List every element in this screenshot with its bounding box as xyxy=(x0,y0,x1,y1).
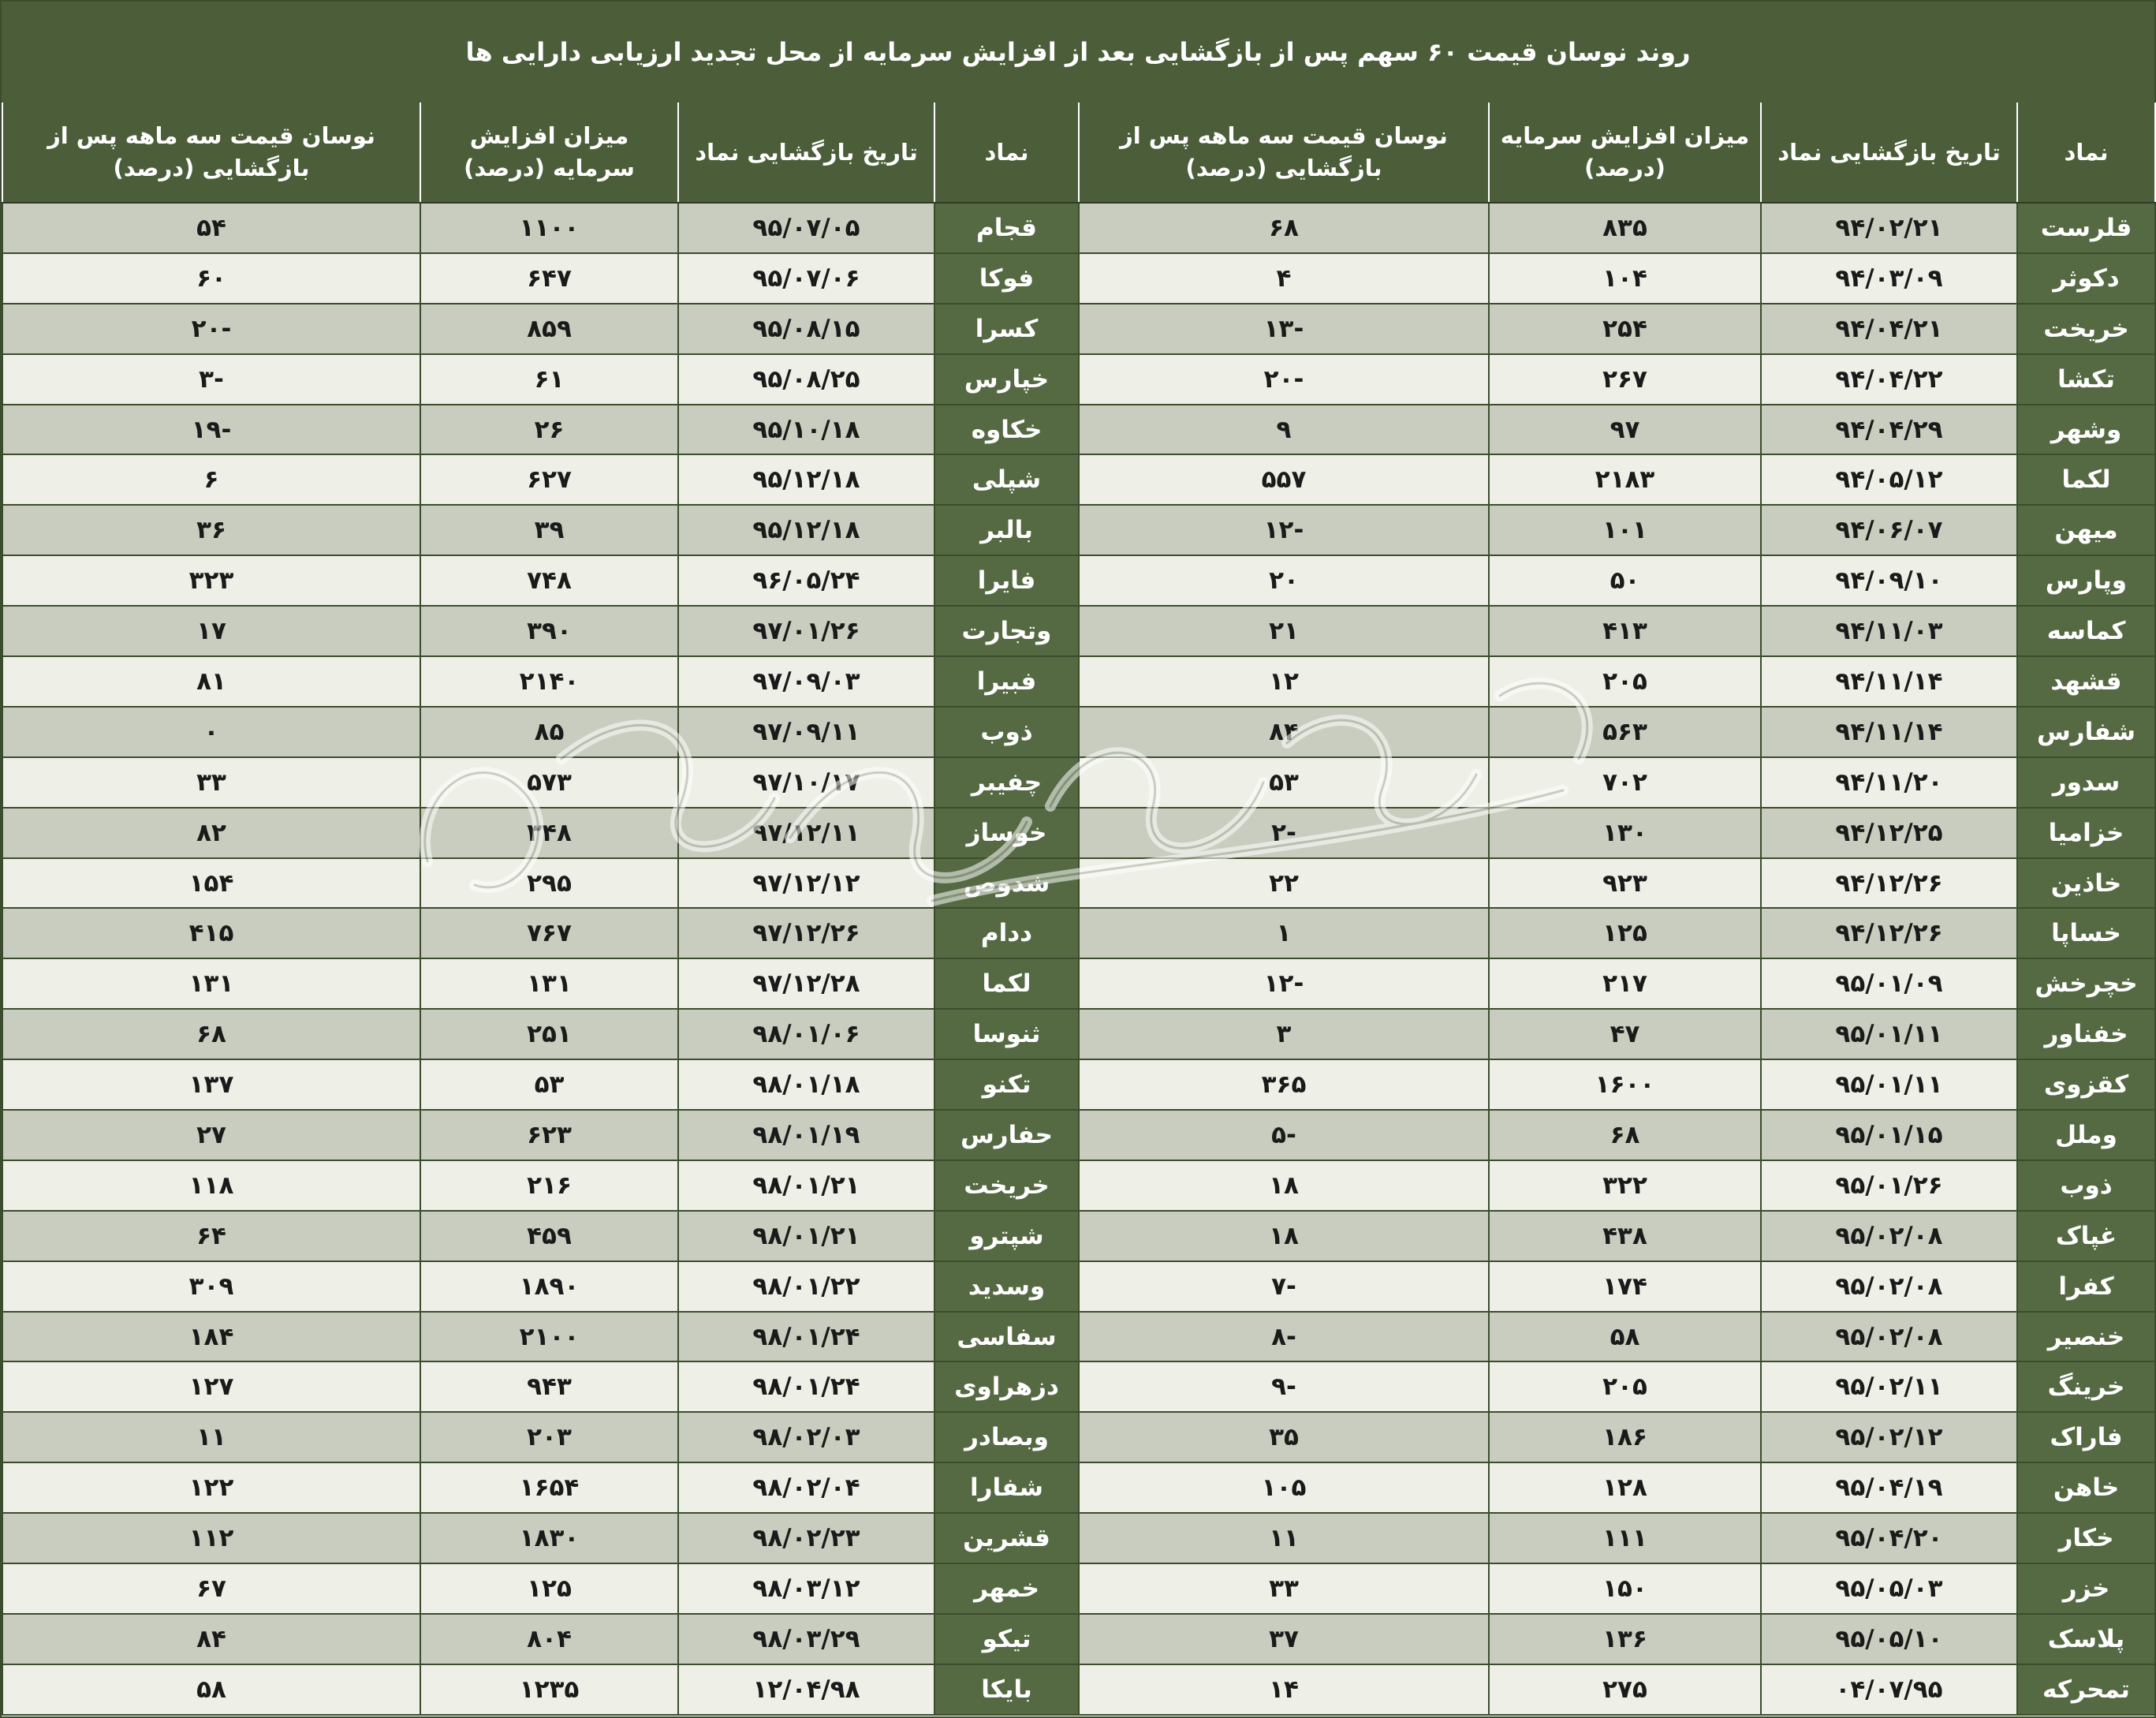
symbol-cell: کماسه xyxy=(2017,606,2155,656)
table-row xyxy=(2,958,2155,1009)
table-row xyxy=(2,354,2155,405)
price-change-cell: -۱۳ xyxy=(1079,304,1489,354)
reopen-date-cell: ۹۴/۱۱/۱۴ xyxy=(1761,707,2017,757)
reopen-date-cell: ۹۸/۰۱/۲۱ xyxy=(678,1160,934,1211)
capital-increase-cell: ۵۰ xyxy=(1489,555,1761,606)
symbol-cell: فایرا xyxy=(934,555,1079,606)
reopen-date-cell: ۹۸/۰۲/۰۴ xyxy=(678,1462,934,1513)
price-change-cell: ۸۱ xyxy=(2,656,420,707)
reopen-date-cell: ۹۵/۰۷/۰۵ xyxy=(678,203,934,253)
header-capital-increase: میزان افزایش سرمایه (درصد) xyxy=(420,103,678,203)
reopen-date-cell: ۹۵/۰۲/۰۸ xyxy=(1761,1261,2017,1312)
symbol-cell: قجام xyxy=(934,203,1079,253)
symbol-cell: خفناور xyxy=(2017,1009,2155,1059)
reopen-date-cell: ۹۸/۰۳/۱۲ xyxy=(678,1563,934,1614)
capital-increase-cell: ۲۱۸۳ xyxy=(1489,454,1761,505)
symbol-cell: دکوثر xyxy=(2017,253,2155,304)
price-change-cell: -۱۹ xyxy=(2,405,420,455)
reopen-date-cell: ۹۸/۰۱/۱۹ xyxy=(678,1110,934,1160)
capital-increase-cell: ۱۷۴ xyxy=(1489,1261,1761,1312)
price-change-cell: ۶۰ xyxy=(2,253,420,304)
price-change-cell: ۱۲۲ xyxy=(2,1462,420,1513)
table-row xyxy=(2,656,2155,707)
symbol-cell: قشرین xyxy=(934,1513,1079,1563)
reopen-date-cell: ۰۴/۰۷/۹۵ xyxy=(1761,1664,2017,1715)
price-change-cell: -۲۰ xyxy=(2,304,420,354)
table-row xyxy=(2,1110,2155,1160)
symbol-cell: ذوب xyxy=(934,707,1079,757)
capital-increase-cell: ۱۸۳۰ xyxy=(420,1513,678,1563)
capital-increase-cell: ۹۷ xyxy=(1489,405,1761,455)
table-row xyxy=(2,454,2155,505)
price-change-cell: ۱۱ xyxy=(1079,1513,1489,1563)
table-row xyxy=(2,1664,2155,1715)
price-change-cell: ۲۱ xyxy=(1079,606,1489,656)
price-change-cell: -۲ xyxy=(1079,808,1489,858)
symbol-cell: کسرا xyxy=(934,304,1079,354)
capital-increase-cell: ۶۴۷ xyxy=(420,253,678,304)
price-change-cell: ۶۸ xyxy=(2,1009,420,1059)
symbol-cell: وبصادر xyxy=(934,1412,1079,1462)
capital-increase-cell: ۱۲۸ xyxy=(1489,1462,1761,1513)
header-price-change: نوسان قیمت سه ماهه پس از بازگشایی (درصد) xyxy=(2,103,420,203)
symbol-cell: ددام xyxy=(934,908,1079,958)
reopen-date-cell: ۹۵/۱۲/۱۸ xyxy=(678,454,934,505)
price-change-cell: ۵۸ xyxy=(2,1664,420,1715)
symbol-cell: خزامیا xyxy=(2017,808,2155,858)
capital-increase-cell: ۲۵۴ xyxy=(1489,304,1761,354)
symbol-cell: تیکو xyxy=(934,1614,1079,1664)
price-change-cell: ۱۲ xyxy=(1079,656,1489,707)
price-change-cell: ۱۱ xyxy=(2,1412,420,1462)
symbol-cell: خریخت xyxy=(2017,304,2155,354)
price-change-cell: ۳۰۹ xyxy=(2,1261,420,1312)
table-row xyxy=(2,1462,2155,1513)
price-change-cell: ۲۲ xyxy=(1079,858,1489,909)
table-row xyxy=(2,555,2155,606)
symbol-cell: خچرخش xyxy=(2017,958,2155,1009)
capital-increase-cell: ۱۲۵ xyxy=(420,1563,678,1614)
symbol-cell: فوکا xyxy=(934,253,1079,304)
table-row xyxy=(2,1614,2155,1664)
price-change-cell: -۲۰ xyxy=(1079,354,1489,405)
header-symbol: نماد xyxy=(2017,103,2155,203)
price-change-cell: ۳ xyxy=(1079,1009,1489,1059)
capital-increase-cell: ۳۲۲ xyxy=(1489,1160,1761,1211)
reopen-date-cell: ۹۴/۱۲/۲۵ xyxy=(1761,808,2017,858)
symbol-cell: شپترو xyxy=(934,1211,1079,1261)
capital-increase-cell: ۵۳ xyxy=(420,1059,678,1110)
reopen-date-cell: ۹۷/۰۹/۰۳ xyxy=(678,656,934,707)
capital-increase-cell: ۱۵۰ xyxy=(1489,1563,1761,1614)
table-body xyxy=(2,203,2155,1715)
symbol-cell: فبیرا xyxy=(934,656,1079,707)
symbol-cell: خاهن xyxy=(2017,1462,2155,1513)
symbol-cell: قشهد xyxy=(2017,656,2155,707)
reopen-date-cell: ۹۵/۱۰/۱۸ xyxy=(678,405,934,455)
reopen-date-cell: ۹۵/۰۱/۰۹ xyxy=(1761,958,2017,1009)
price-change-cell: ۶۸ xyxy=(1079,203,1489,253)
symbol-cell: شپلی xyxy=(934,454,1079,505)
reopen-date-cell: ۹۸/۰۱/۲۴ xyxy=(678,1361,934,1412)
price-change-cell: ۸۲ xyxy=(2,808,420,858)
capital-increase-cell: ۲۶۷ xyxy=(1489,354,1761,405)
price-change-cell: ۴۱۵ xyxy=(2,908,420,958)
symbol-cell: تمحرکه xyxy=(2017,1664,2155,1715)
symbol-cell: کفرا xyxy=(2017,1261,2155,1312)
price-change-cell: ۸۴ xyxy=(1079,707,1489,757)
capital-increase-cell: ۲۶ xyxy=(420,405,678,455)
price-change-cell: -۳ xyxy=(2,354,420,405)
capital-increase-cell: ۴۷ xyxy=(1489,1009,1761,1059)
reopen-date-cell: ۹۴/۰۴/۲۹ xyxy=(1761,405,2017,455)
price-change-cell: ۸۴ xyxy=(2,1614,420,1664)
capital-increase-cell: ۶۸ xyxy=(1489,1110,1761,1160)
reopen-date-cell: ۱۲/۰۴/۹۸ xyxy=(678,1664,934,1715)
reopen-date-cell: ۹۸/۰۱/۰۶ xyxy=(678,1009,934,1059)
price-change-cell: ۱۱۲ xyxy=(2,1513,420,1563)
reopen-date-cell: ۹۵/۰۷/۰۶ xyxy=(678,253,934,304)
symbol-cell: شفارس xyxy=(2017,707,2155,757)
reopen-date-cell: ۹۵/۰۸/۲۵ xyxy=(678,354,934,405)
reopen-date-cell: ۹۵/۰۵/۱۰ xyxy=(1761,1614,2017,1664)
price-change-cell: ۳۶۵ xyxy=(1079,1059,1489,1110)
price-change-cell: ۱۸ xyxy=(1079,1211,1489,1261)
header-symbol: نماد xyxy=(934,103,1079,203)
capital-increase-cell: ۴۱۳ xyxy=(1489,606,1761,656)
table-row xyxy=(2,505,2155,555)
price-change-cell: -۱۲ xyxy=(1079,505,1489,555)
capital-increase-cell: ۲۹۵ xyxy=(420,858,678,909)
reopen-date-cell: ۹۷/۱۲/۲۶ xyxy=(678,908,934,958)
table-row xyxy=(2,1009,2155,1059)
reopen-date-cell: ۹۷/۱۲/۱۱ xyxy=(678,808,934,858)
symbol-cell: وملل xyxy=(2017,1110,2155,1160)
reopen-date-cell: ۹۵/۰۴/۲۰ xyxy=(1761,1513,2017,1563)
symbol-cell: شفارا xyxy=(934,1462,1079,1513)
symbol-cell: خزر xyxy=(2017,1563,2155,1614)
capital-increase-cell: ۲۱۶ xyxy=(420,1160,678,1211)
price-change-cell: ۱۰۵ xyxy=(1079,1462,1489,1513)
reopen-date-cell: ۹۵/۰۱/۱۱ xyxy=(1761,1009,2017,1059)
capital-increase-cell: ۱۶۵۴ xyxy=(420,1462,678,1513)
capital-increase-cell: ۴۳۸ xyxy=(1489,1211,1761,1261)
table-row xyxy=(2,1211,2155,1261)
capital-increase-cell: ۱۲۵ xyxy=(1489,908,1761,958)
header-capital-increase: میزان افزایش سرمایه (درصد) xyxy=(1489,103,1761,203)
capital-increase-cell: ۸۵ xyxy=(420,707,678,757)
price-change-cell: -۵ xyxy=(1079,1110,1489,1160)
capital-increase-cell: ۹۴۳ xyxy=(420,1361,678,1412)
capital-increase-cell: ۲۱۷ xyxy=(1489,958,1761,1009)
capital-increase-cell: ۱۱۰۰ xyxy=(420,203,678,253)
reopen-date-cell: ۹۷/۰۱/۲۶ xyxy=(678,606,934,656)
symbol-cell: لکما xyxy=(2017,454,2155,505)
capital-increase-cell: ۱۰۱ xyxy=(1489,505,1761,555)
reopen-date-cell: ۹۴/۰۶/۰۷ xyxy=(1761,505,2017,555)
price-change-cell: -۱۲ xyxy=(1079,958,1489,1009)
table-row xyxy=(2,808,2155,858)
symbol-cell: سدور xyxy=(2017,757,2155,808)
reopen-date-cell: ۹۴/۰۹/۱۰ xyxy=(1761,555,2017,606)
symbol-cell: وشهر xyxy=(2017,405,2155,455)
symbol-cell: تکنو xyxy=(934,1059,1079,1110)
reopen-date-cell: ۹۵/۰۱/۱۵ xyxy=(1761,1110,2017,1160)
symbol-cell: خنصیر xyxy=(2017,1312,2155,1362)
header-reopen-date: تاریخ بازگشایی نماد xyxy=(1761,103,2017,203)
symbol-cell: ثنوسا xyxy=(934,1009,1079,1059)
price-change-cell: ۱۷ xyxy=(2,606,420,656)
reopen-date-cell: ۹۴/۰۴/۲۲ xyxy=(1761,354,2017,405)
price-change-cell: ۵۳ xyxy=(1079,757,1489,808)
symbol-cell: خوساز xyxy=(934,808,1079,858)
symbol-cell: حفارس xyxy=(934,1110,1079,1160)
capital-increase-cell: ۲۵۱ xyxy=(420,1009,678,1059)
reopen-date-cell: ۹۵/۰۵/۰۳ xyxy=(1761,1563,2017,1614)
capital-increase-cell: ۱۸۶ xyxy=(1489,1412,1761,1462)
symbol-cell: ذوب xyxy=(2017,1160,2155,1211)
capital-increase-cell: ۱۰۴ xyxy=(1489,253,1761,304)
symbol-cell: فاراک xyxy=(2017,1412,2155,1462)
reopen-date-cell: ۹۸/۰۱/۱۸ xyxy=(678,1059,934,1110)
price-change-cell: ۳۶ xyxy=(2,505,420,555)
reopen-date-cell: ۹۵/۰۲/۱۱ xyxy=(1761,1361,2017,1412)
reopen-date-cell: ۹۷/۱۰/۱۷ xyxy=(678,757,934,808)
price-change-cell: ۶۷ xyxy=(2,1563,420,1614)
price-change-cell: -۷ xyxy=(1079,1261,1489,1312)
symbol-cell: تکشا xyxy=(2017,354,2155,405)
reopen-date-cell: ۹۸/۰۳/۲۹ xyxy=(678,1614,934,1664)
table-row xyxy=(2,1312,2155,1362)
reopen-date-cell: ۹۴/۰۳/۰۹ xyxy=(1761,253,2017,304)
reopen-date-cell: ۹۸/۰۲/۲۳ xyxy=(678,1513,934,1563)
symbol-cell: چفیبر xyxy=(934,757,1079,808)
reopen-date-cell: ۹۵/۰۲/۱۲ xyxy=(1761,1412,2017,1462)
capital-increase-cell: ۸۵۹ xyxy=(420,304,678,354)
reopen-date-cell: ۹۴/۰۲/۲۱ xyxy=(1761,203,2017,253)
table-row xyxy=(2,253,2155,304)
reopen-date-cell: ۹۶/۰۵/۲۴ xyxy=(678,555,934,606)
symbol-cell: سفاسی xyxy=(934,1312,1079,1362)
table-row xyxy=(2,757,2155,808)
price-change-cell: ۲۷ xyxy=(2,1110,420,1160)
capital-increase-cell: ۲۰۳ xyxy=(420,1412,678,1462)
capital-increase-cell: ۱۳۱ xyxy=(420,958,678,1009)
symbol-cell: شدوص xyxy=(934,858,1079,909)
capital-increase-cell: ۶۲۷ xyxy=(420,454,678,505)
reopen-date-cell: ۹۴/۱۲/۲۶ xyxy=(1761,858,2017,909)
price-change-cell: ۵۴ xyxy=(2,203,420,253)
price-change-cell: ۰ xyxy=(2,707,420,757)
capital-increase-cell: ۸۳۵ xyxy=(1489,203,1761,253)
capital-increase-cell: ۳۹ xyxy=(420,505,678,555)
table-row xyxy=(2,1261,2155,1312)
capital-increase-cell: ۲۰۵ xyxy=(1489,656,1761,707)
capital-increase-cell: ۶۲۳ xyxy=(420,1110,678,1160)
symbol-cell: خساپا xyxy=(2017,908,2155,958)
capital-increase-cell: ۱۲۳۵ xyxy=(420,1664,678,1715)
capital-increase-cell: ۳۴۸ xyxy=(420,808,678,858)
reopen-date-cell: ۹۷/۱۲/۲۸ xyxy=(678,958,934,1009)
reopen-date-cell: ۹۵/۰۱/۱۱ xyxy=(1761,1059,2017,1110)
price-change-cell: ۱۱۸ xyxy=(2,1160,420,1211)
symbol-cell: خکار xyxy=(2017,1513,2155,1563)
symbol-cell: وپارس xyxy=(2017,555,2155,606)
table-row xyxy=(2,1361,2155,1412)
price-change-cell: ۳۳ xyxy=(2,757,420,808)
reopen-date-cell: ۹۵/۱۲/۱۸ xyxy=(678,505,934,555)
reopen-date-cell: ۹۸/۰۱/۲۴ xyxy=(678,1312,934,1362)
capital-increase-cell: ۲۱۰۰ xyxy=(420,1312,678,1362)
symbol-cell: دزهراوی xyxy=(934,1361,1079,1412)
price-change-cell: ۶۴ xyxy=(2,1211,420,1261)
reopen-date-cell: ۹۴/۱۱/۱۴ xyxy=(1761,656,2017,707)
symbol-cell: بالبر xyxy=(934,505,1079,555)
symbol-cell: وسدید xyxy=(934,1261,1079,1312)
capital-increase-cell: ۵۸ xyxy=(1489,1312,1761,1362)
price-change-cell: ۲۰ xyxy=(1079,555,1489,606)
table-row xyxy=(2,1412,2155,1462)
table-row xyxy=(2,405,2155,455)
table-row xyxy=(2,858,2155,909)
symbol-cell: خرینگ xyxy=(2017,1361,2155,1412)
capital-increase-cell: ۱۶۰۰ xyxy=(1489,1059,1761,1110)
price-change-cell: ۳۷ xyxy=(1079,1614,1489,1664)
price-change-cell: ۴ xyxy=(1079,253,1489,304)
capital-increase-cell: ۱۱۱ xyxy=(1489,1513,1761,1563)
reopen-date-cell: ۹۴/۱۲/۲۶ xyxy=(1761,908,2017,958)
table-row xyxy=(2,606,2155,656)
price-change-cell: ۳۳ xyxy=(1079,1563,1489,1614)
header-reopen-date: تاریخ بازگشایی نماد xyxy=(678,103,934,203)
price-fluctuation-table xyxy=(2,103,2156,1716)
capital-increase-cell: ۲۱۴۰ xyxy=(420,656,678,707)
reopen-date-cell: ۹۵/۰۸/۱۵ xyxy=(678,304,934,354)
price-change-cell: ۵۵۷ xyxy=(1079,454,1489,505)
symbol-cell: پلاسک xyxy=(2017,1614,2155,1664)
symbol-cell: بایکا xyxy=(934,1664,1079,1715)
symbol-cell: کقزوی xyxy=(2017,1059,2155,1110)
reopen-date-cell: ۹۵/۰۴/۱۹ xyxy=(1761,1462,2017,1513)
capital-increase-cell: ۵۶۳ xyxy=(1489,707,1761,757)
symbol-cell: خریخت xyxy=(934,1160,1079,1211)
reopen-date-cell: ۹۴/۰۵/۱۲ xyxy=(1761,454,2017,505)
reopen-date-cell: ۹۴/۱۱/۰۳ xyxy=(1761,606,2017,656)
price-change-cell: ۱۲۷ xyxy=(2,1361,420,1412)
price-change-cell: ۶ xyxy=(2,454,420,505)
symbol-cell: لکما xyxy=(934,958,1079,1009)
price-change-cell: ۱۳۱ xyxy=(2,958,420,1009)
reopen-date-cell: ۹۷/۱۲/۱۲ xyxy=(678,858,934,909)
symbol-cell: وتجارت xyxy=(934,606,1079,656)
table-title: روند نوسان قیمت ۶۰ سهم پس از بازگشایی بعد از افزایش سرمایه از محل تجدید ارزیابی دارایی ها xyxy=(2,2,2154,104)
header-price-change: نوسان قیمت سه ماهه پس از بازگشایی (درصد) xyxy=(1079,103,1489,203)
reopen-date-cell: ۹۵/۰۱/۲۶ xyxy=(1761,1160,2017,1211)
table-row xyxy=(2,1563,2155,1614)
price-change-cell: ۹ xyxy=(1079,405,1489,455)
table-row xyxy=(2,1160,2155,1211)
capital-increase-cell: ۲۷۵ xyxy=(1489,1664,1761,1715)
capital-increase-cell: ۸۰۴ xyxy=(420,1614,678,1664)
price-change-cell: -۹ xyxy=(1079,1361,1489,1412)
capital-increase-cell: ۵۷۳ xyxy=(420,757,678,808)
capital-increase-cell: ۷۰۲ xyxy=(1489,757,1761,808)
price-change-cell: ۱۸ xyxy=(1079,1160,1489,1211)
reopen-date-cell: ۹۴/۱۱/۲۰ xyxy=(1761,757,2017,808)
table-row xyxy=(2,707,2155,757)
symbol-cell: خمهر xyxy=(934,1563,1079,1614)
reopen-date-cell: ۹۵/۰۲/۰۸ xyxy=(1761,1211,2017,1261)
reopen-date-cell: ۹۴/۰۴/۲۱ xyxy=(1761,304,2017,354)
capital-increase-cell: ۴۵۹ xyxy=(420,1211,678,1261)
symbol-cell: خاذین xyxy=(2017,858,2155,909)
symbol-cell: غپاک xyxy=(2017,1211,2155,1261)
capital-increase-cell: ۷۶۷ xyxy=(420,908,678,958)
symbol-cell: خکاوه xyxy=(934,405,1079,455)
reopen-date-cell: ۹۷/۰۹/۱۱ xyxy=(678,707,934,757)
header-row xyxy=(2,103,2155,203)
capital-increase-cell: ۶۱ xyxy=(420,354,678,405)
price-change-cell: ۱۴ xyxy=(1079,1664,1489,1715)
symbol-cell: میهن xyxy=(2017,505,2155,555)
capital-increase-cell: ۳۹۰ xyxy=(420,606,678,656)
capital-increase-cell: ۱۸۹۰ xyxy=(420,1261,678,1312)
capital-increase-cell: ۷۴۸ xyxy=(420,555,678,606)
table-row xyxy=(2,908,2155,958)
price-change-cell: ۱۵۴ xyxy=(2,858,420,909)
price-change-cell: ۱ xyxy=(1079,908,1489,958)
symbol-cell: خپارس xyxy=(934,354,1079,405)
capital-increase-cell: ۱۳۰ xyxy=(1489,808,1761,858)
capital-increase-cell: ۹۲۳ xyxy=(1489,858,1761,909)
reopen-date-cell: ۹۸/۰۲/۰۳ xyxy=(678,1412,934,1462)
price-change-cell: ۳۵ xyxy=(1079,1412,1489,1462)
price-change-cell: ۱۸۴ xyxy=(2,1312,420,1362)
table-row xyxy=(2,1513,2155,1563)
price-change-cell: ۱۳۷ xyxy=(2,1059,420,1110)
table-row xyxy=(2,203,2155,253)
table-row xyxy=(2,304,2155,354)
capital-increase-cell: ۱۳۶ xyxy=(1489,1614,1761,1664)
reopen-date-cell: ۹۸/۰۱/۲۱ xyxy=(678,1211,934,1261)
capital-increase-cell: ۲۰۵ xyxy=(1489,1361,1761,1412)
symbol-cell: قلرست xyxy=(2017,203,2155,253)
reopen-date-cell: ۹۵/۰۲/۰۸ xyxy=(1761,1312,2017,1362)
price-change-cell: -۸ xyxy=(1079,1312,1489,1362)
table-row xyxy=(2,1059,2155,1110)
reopen-date-cell: ۹۸/۰۱/۲۲ xyxy=(678,1261,934,1312)
price-change-cell: ۳۲۳ xyxy=(2,555,420,606)
